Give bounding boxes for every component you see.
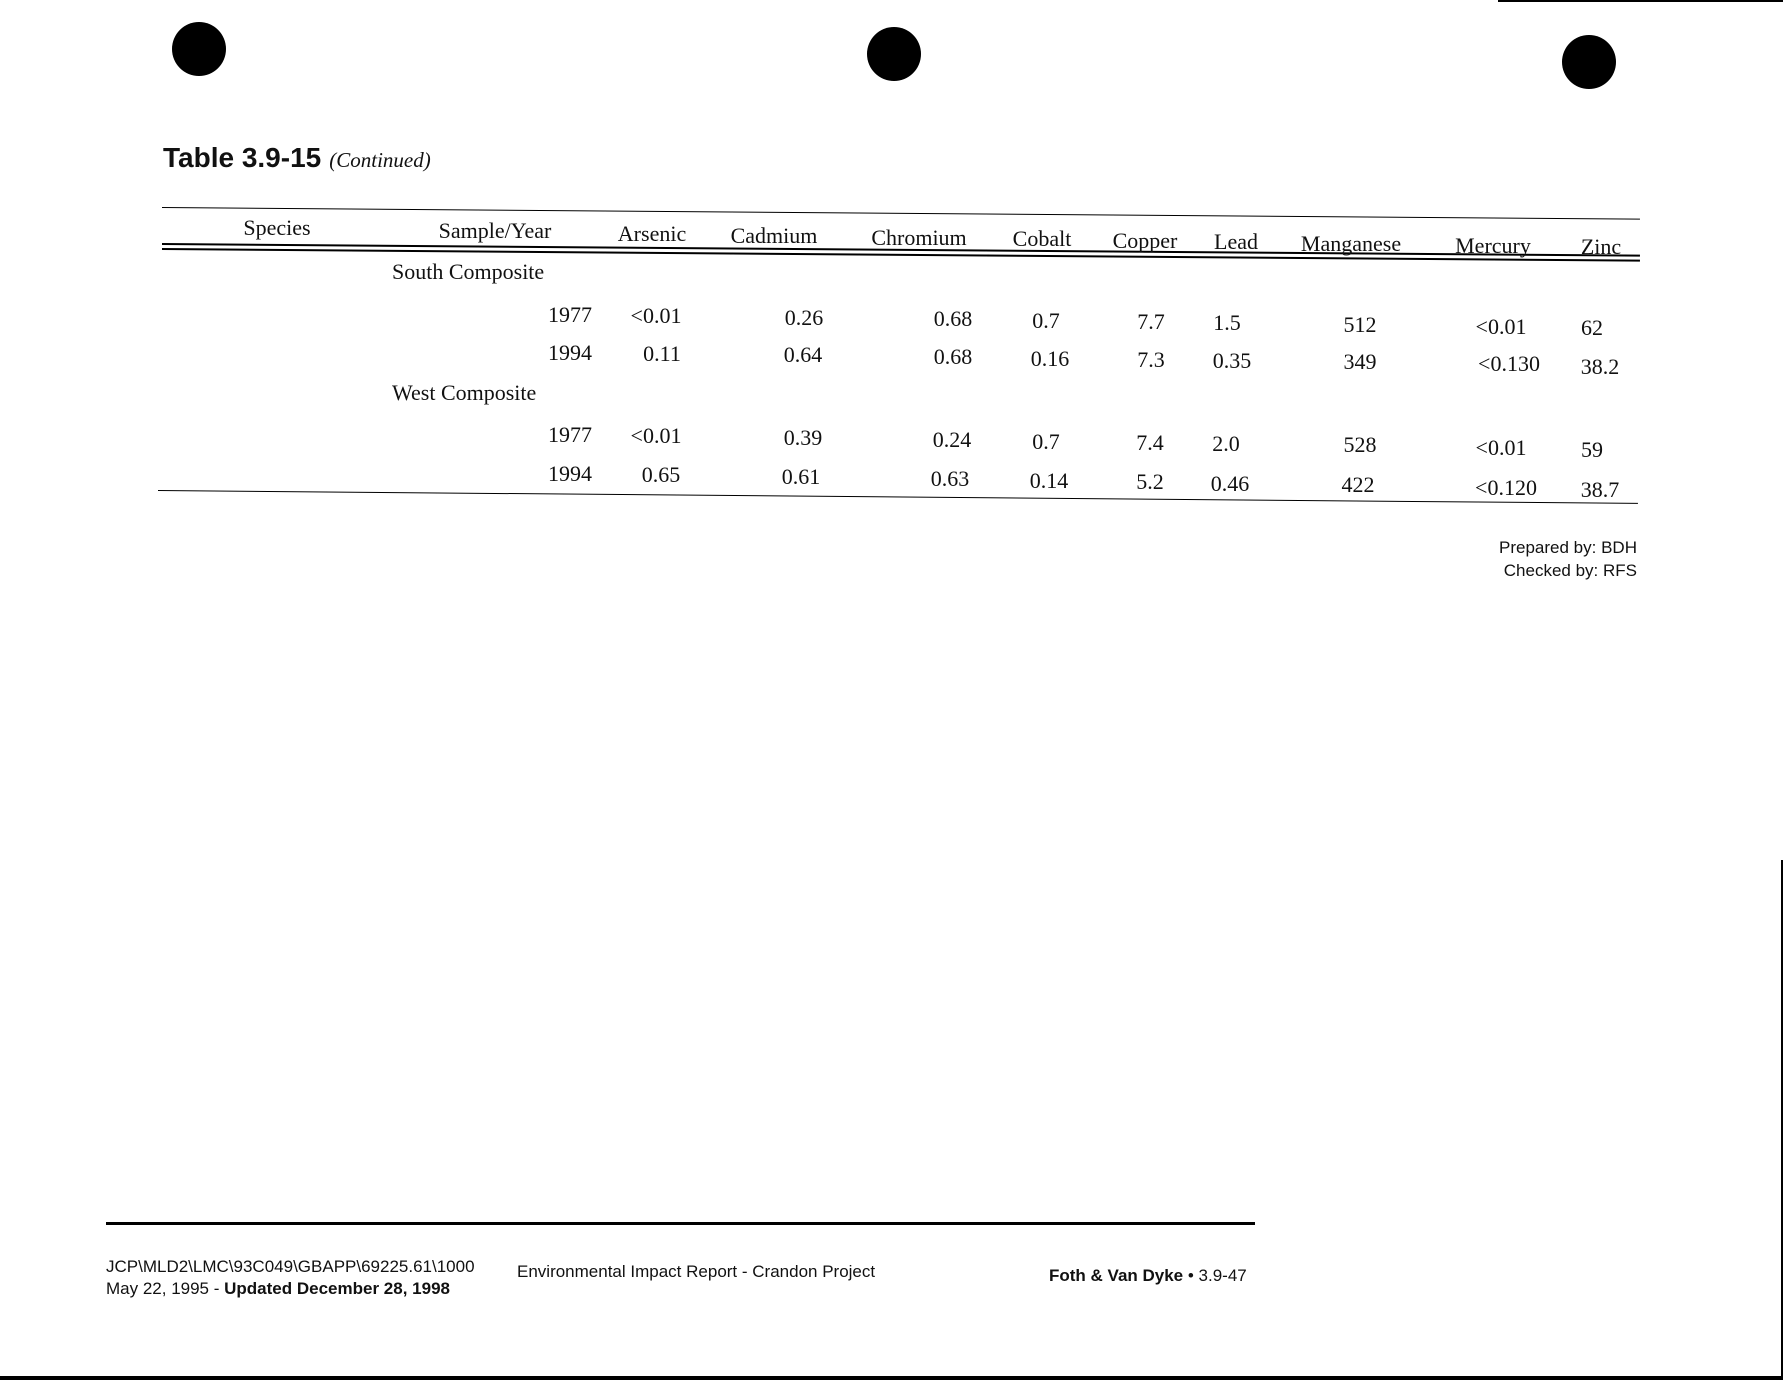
- header-cobalt: Cobalt: [1012, 226, 1072, 251]
- cell-cobalt: 0.7: [1032, 429, 1060, 454]
- cell-mercury: <0.01: [1475, 435, 1527, 460]
- checked-by-label: Checked by:: [1503, 561, 1599, 580]
- cell-mercury: <0.130: [1478, 351, 1540, 376]
- table-top-rule: [162, 207, 1640, 220]
- cell-cadmium: 0.26: [784, 305, 824, 330]
- cell-chromium: 0.63: [930, 466, 970, 491]
- header-sample-year: Sample/Year: [438, 218, 552, 243]
- header-arsenic: Arsenic: [617, 221, 687, 246]
- footer-file-path: JCP\MLD2\LMC\93C049\GBAPP\69225.61\1000: [106, 1257, 475, 1276]
- prepared-by-value: BDH: [1601, 538, 1637, 557]
- footer-page-number: • 3.9-47: [1187, 1266, 1247, 1285]
- continued-label: (Continued): [329, 148, 431, 172]
- cell-zinc: 62: [1581, 315, 1603, 340]
- table-row-year: 1977: [548, 302, 592, 327]
- checked-by-value: RFS: [1603, 561, 1637, 580]
- footer-updated-date: Updated December 28, 1998: [224, 1279, 450, 1298]
- footer-date: [106, 1279, 450, 1299]
- cell-lead: 2.0: [1212, 431, 1240, 456]
- group-label: South Composite: [392, 259, 545, 284]
- table-row-year: 1977: [548, 422, 592, 447]
- footer-firm-page: [1049, 1266, 1247, 1286]
- scan-edge-top: [1498, 0, 1783, 2]
- punch-hole-center: [867, 27, 921, 81]
- footer-rule: [106, 1222, 1255, 1225]
- table-number: Table 3.9-15: [163, 142, 322, 173]
- cell-cadmium: 0.61: [781, 464, 821, 489]
- table-bottom-rule: [158, 490, 1638, 504]
- cell-copper: 7.3: [1137, 347, 1165, 372]
- header-cadmium: Cadmium: [730, 223, 818, 248]
- cell-cobalt: 0.7: [1032, 308, 1060, 333]
- cell-manganese: 422: [1341, 472, 1375, 497]
- header-lead: Lead: [1214, 229, 1258, 254]
- checked-by: [1504, 561, 1637, 581]
- cell-mercury: <0.120: [1475, 475, 1537, 500]
- cell-chromium: 0.68: [933, 344, 973, 369]
- punch-hole-left: [172, 22, 226, 76]
- cell-copper: 7.4: [1136, 430, 1164, 455]
- cell-chromium: 0.68: [933, 306, 973, 331]
- table-row-year: 1994: [548, 461, 592, 486]
- cell-arsenic: <0.01: [630, 423, 682, 448]
- header-chromium: Chromium: [871, 225, 967, 250]
- prepared-by-label: Prepared by:: [1499, 538, 1597, 557]
- cell-copper: 5.2: [1136, 469, 1164, 494]
- cell-cadmium: 0.64: [783, 342, 823, 367]
- cell-lead: 0.35: [1212, 348, 1252, 373]
- cell-zinc: 59: [1581, 437, 1603, 462]
- punch-hole-right: [1562, 35, 1616, 89]
- prepared-by: [1499, 538, 1637, 558]
- table-row-year: 1994: [548, 340, 592, 365]
- cell-arsenic: 0.65: [641, 462, 681, 487]
- footer-report-title: Environmental Impact Report - Crandon Project: [517, 1262, 876, 1281]
- group-label: West Composite: [392, 380, 537, 405]
- header-species: Species: [243, 215, 311, 240]
- header-zinc: Zinc: [1580, 234, 1622, 259]
- cell-lead: 1.5: [1213, 310, 1241, 335]
- cell-cobalt: 0.16: [1030, 346, 1070, 371]
- cell-chromium: 0.24: [932, 427, 972, 452]
- cell-arsenic: 0.11: [643, 341, 681, 366]
- cell-manganese: 528: [1343, 432, 1377, 457]
- cell-cobalt: 0.14: [1029, 468, 1069, 493]
- cell-lead: 0.46: [1210, 471, 1250, 496]
- cell-manganese: 349: [1343, 349, 1377, 374]
- table-title: [163, 142, 431, 174]
- cell-copper: 7.7: [1137, 309, 1165, 334]
- header-mercury: Mercury: [1455, 233, 1531, 258]
- cell-cadmium: 0.39: [783, 425, 823, 450]
- footer-firm: Foth & Van Dyke: [1049, 1266, 1184, 1285]
- cell-mercury: <0.01: [1475, 314, 1527, 339]
- scan-edge-bottom: [0, 1376, 1783, 1380]
- cell-zinc: 38.7: [1580, 477, 1620, 502]
- footer-original-date: May 22, 1995 -: [106, 1279, 220, 1298]
- cell-manganese: 512: [1343, 312, 1377, 337]
- cell-arsenic: <0.01: [630, 303, 682, 328]
- cell-zinc: 38.2: [1580, 354, 1620, 379]
- header-copper: Copper: [1112, 228, 1178, 253]
- header-manganese: Manganese: [1300, 231, 1402, 256]
